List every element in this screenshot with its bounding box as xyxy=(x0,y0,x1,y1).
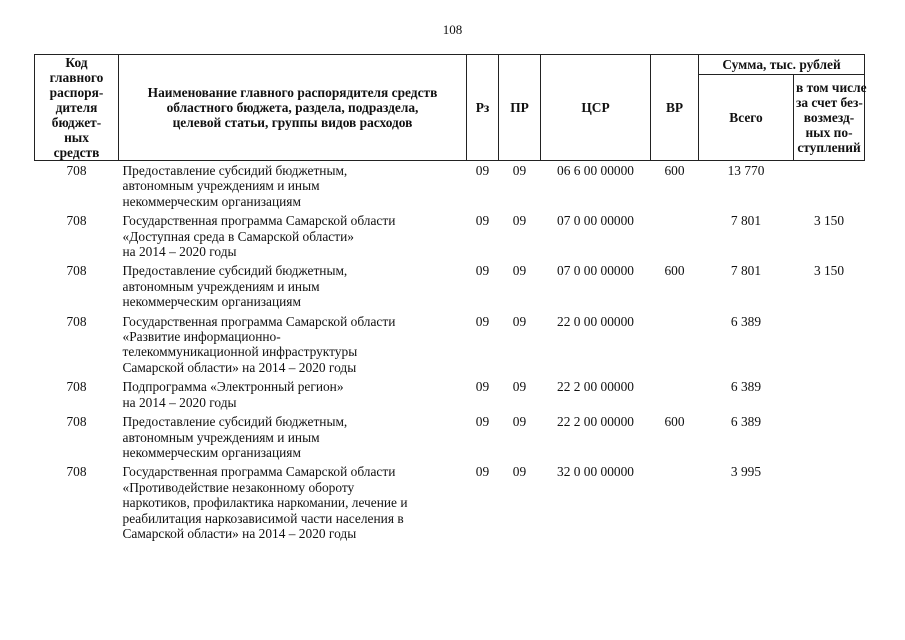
cell-vr xyxy=(651,462,699,543)
cell-free: 3 150 xyxy=(813,263,845,279)
cell-vr xyxy=(651,312,699,378)
cell-code: 708 xyxy=(66,464,87,480)
table-row xyxy=(35,412,865,462)
table-row xyxy=(35,211,865,261)
cell-rz: 09 xyxy=(475,263,490,279)
header-vr: ВР xyxy=(651,55,699,161)
cell-total: 13 770 xyxy=(727,163,765,178)
table-row xyxy=(35,462,865,543)
cell-rz: 09 xyxy=(475,313,490,329)
cell-csr: 22 2 00 00000 xyxy=(557,379,634,395)
header-name: Наименование главного распорядителя средств областного бюджета, раздела, подраздела, целевой статьи, группы видов расходов xyxy=(119,55,467,161)
cell-name: Предоставление субсидий бюджетным, автономным учреждениям и иным некоммерческим организациям xyxy=(122,263,348,310)
cell-code: 708 xyxy=(66,263,87,279)
cell-total: 3 995 xyxy=(730,464,762,480)
header-pr: ПР xyxy=(499,55,541,161)
page-number: 108 xyxy=(442,22,463,37)
cell-pr: 09 xyxy=(512,414,527,430)
header-rz: Рз xyxy=(467,55,499,161)
cell-csr: 22 2 00 00000 xyxy=(557,414,634,430)
cell-vr xyxy=(651,211,699,261)
cell-name: Государственная программа Самарской области «Доступная среда в Самарской области» на 2014 – 2020 годы xyxy=(122,213,396,260)
cell-pr: 09 xyxy=(512,163,527,178)
cell-csr: 07 0 00 00000 xyxy=(557,213,634,229)
cell-vr: 600 xyxy=(664,414,685,430)
cell-vr: 600 xyxy=(664,263,685,279)
header-sum: Сумма, тыс. рублей xyxy=(699,55,865,75)
cell-pr: 09 xyxy=(512,313,527,329)
cell-total: 6 389 xyxy=(730,379,762,395)
cell-pr: 09 xyxy=(512,464,527,480)
cell-code: 708 xyxy=(66,414,87,430)
cell-code: 708 xyxy=(66,379,87,395)
cell-name: Подпрограмма «Электронный регион» на 2014 – 2020 годы xyxy=(122,379,344,410)
table-header xyxy=(35,55,865,161)
budget-table xyxy=(34,54,865,543)
cell-free xyxy=(794,161,865,212)
cell-rz: 09 xyxy=(475,163,490,178)
cell-rz: 09 xyxy=(475,379,490,395)
table-body xyxy=(35,161,865,544)
cell-rz: 09 xyxy=(475,213,490,229)
header-code: Код главного распоря- дителя бюджет- ных средств xyxy=(35,55,119,161)
cell-total: 6 389 xyxy=(730,414,762,430)
cell-csr: 22 0 00 00000 xyxy=(557,313,634,329)
cell-code: 708 xyxy=(66,163,87,178)
header-csr: ЦСР xyxy=(541,55,651,161)
cell-vr: 600 xyxy=(664,163,685,178)
cell-name: Государственная программа Самарской области «Противодействие незаконному обороту наркотиков, профилактика наркомании, лечение и реабилитация наркозависимой части населения в Самарской области» на 2014 – 2020 годы xyxy=(122,464,408,541)
cell-name: Государственная программа Самарской области «Развитие информационно- телекоммуникационной инфраструктуры Самарской области» на 2014 – 2020 годы xyxy=(122,313,396,375)
cell-vr xyxy=(651,377,699,412)
cell-pr: 09 xyxy=(512,213,527,229)
header-free: в том числе за счет без- возмезд- ных по- ступлений xyxy=(794,75,865,161)
cell-total: 6 389 xyxy=(730,313,762,329)
table-row xyxy=(35,261,865,311)
table-row xyxy=(35,377,865,412)
cell-csr: 32 0 00 00000 xyxy=(557,464,634,480)
cell-free xyxy=(794,377,865,412)
cell-total: 7 801 xyxy=(730,263,762,279)
cell-free xyxy=(794,462,865,543)
cell-rz: 09 xyxy=(475,414,490,430)
cell-free: 3 150 xyxy=(813,213,845,229)
cell-free xyxy=(794,312,865,378)
cell-code: 708 xyxy=(66,313,87,329)
cell-free xyxy=(794,412,865,462)
cell-rz: 09 xyxy=(475,464,490,480)
cell-name: Предоставление субсидий бюджетным, автономным учреждениям и иным некоммерческим организациям xyxy=(122,414,348,460)
header-total: Всего xyxy=(699,75,794,161)
cell-csr: 07 0 00 00000 xyxy=(557,263,634,279)
cell-pr: 09 xyxy=(512,379,527,395)
cell-csr: 06 6 00 00000 xyxy=(557,163,634,178)
table-row xyxy=(35,312,865,378)
table-row xyxy=(35,161,865,212)
cell-total: 7 801 xyxy=(730,213,762,229)
cell-code: 708 xyxy=(66,213,87,229)
cell-name: Предоставление субсидий бюджетным, автономным учреждениям и иным некоммерческим организациям xyxy=(122,163,348,209)
cell-pr: 09 xyxy=(512,263,527,279)
